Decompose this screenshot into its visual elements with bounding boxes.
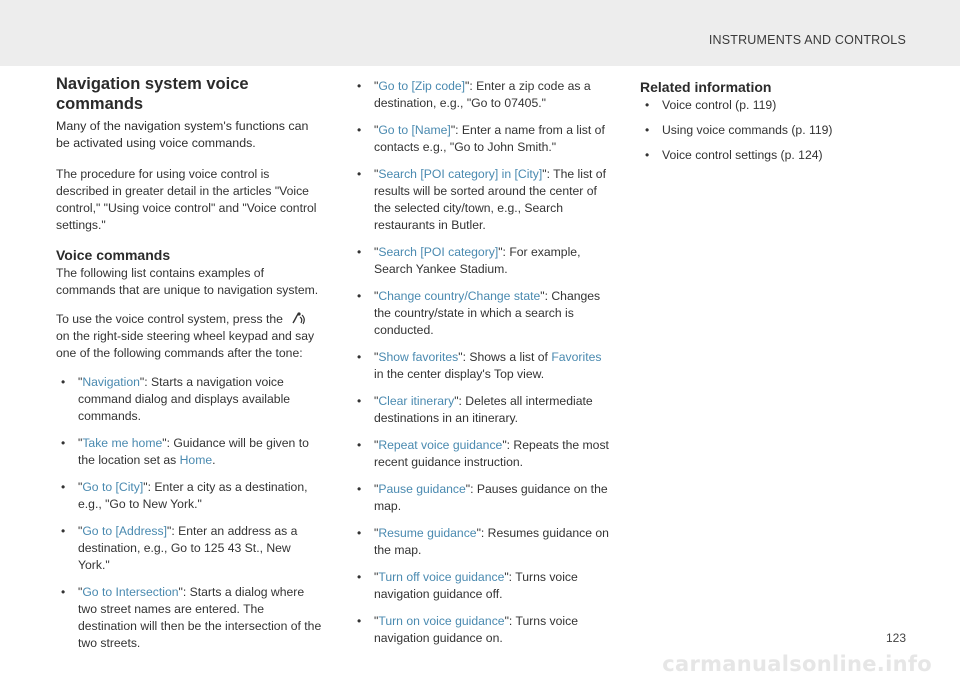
column-2 — [352, 78, 614, 657]
command-quote: " — [374, 79, 379, 93]
command-name-secondary: Favorites — [551, 350, 602, 364]
command-description: ": Changes the country/state in which a search is conducted. — [374, 289, 601, 337]
command-description: ": Pauses guidance on the map. — [374, 482, 608, 513]
command-name: Search [POI category] — [378, 167, 499, 181]
related-item-text: Voice control settings (p. 124) — [662, 148, 823, 162]
section-title: INSTRUMENTS AND CONTROLS — [708, 33, 906, 47]
procedure-text: The procedure for using voice control is described in greater detail in the articles "Voice control," "Using voice control" and "Voice control settings." — [56, 167, 317, 232]
related-item — [640, 122, 910, 139]
command-quote: " — [374, 526, 379, 540]
command-quote: " — [374, 167, 379, 181]
instruction-after-icon: on the right-side steering wheel keypad and say one of the following commands after the tone: — [56, 329, 315, 360]
command-quote: " — [374, 614, 379, 628]
command-quote: " — [78, 480, 83, 494]
command-name-secondary: Home — [179, 453, 213, 467]
command-name: Search [POI category] — [378, 245, 499, 259]
command-description: ": Guidance will be given to the location set as — [78, 436, 309, 467]
command-name: Go to Intersection — [82, 585, 179, 599]
command-description: ": Deletes all intermediate destinations in an itinerary. — [374, 394, 593, 425]
command-description: ": Enter a city as a destination, e.g., "Go to New York." — [78, 480, 308, 511]
command-name: Show favorites — [378, 350, 459, 364]
related-item — [640, 147, 910, 164]
watermark: carmanualsonline.info — [662, 652, 932, 676]
related-item-text: Using voice commands (p. 119) — [662, 123, 833, 137]
command-description: ": Shows a list of — [458, 350, 552, 364]
command-name: Repeat voice guidance — [378, 438, 503, 452]
command-item — [56, 584, 322, 652]
bullet: • — [357, 123, 362, 137]
command-description: ": Turns voice navigation guidance off. — [374, 570, 578, 601]
command-item — [352, 393, 614, 427]
command-name: Navigation — [82, 375, 140, 389]
command-connector: in — [498, 167, 515, 181]
bullet: • — [357, 350, 362, 364]
related-list — [640, 97, 910, 164]
command-quote: " — [374, 289, 379, 303]
command-description: ": Turns voice navigation guidance on. — [374, 614, 578, 645]
page-number: 123 — [885, 631, 906, 645]
commands-list-part-1 — [56, 374, 322, 652]
instruction-before-icon: To use the voice control system, press the — [56, 312, 283, 326]
command-name: Change country/Change state — [378, 289, 541, 303]
command-name-secondary: [City] — [514, 167, 543, 181]
command-quote: " — [374, 350, 379, 364]
command-item — [352, 78, 614, 112]
command-description: ": Repeats the most recent guidance instruction. — [374, 438, 609, 469]
command-name: Turn off voice guidance — [378, 570, 505, 584]
bullet: • — [645, 98, 650, 112]
bullet: • — [61, 585, 66, 599]
command-item — [352, 525, 614, 559]
command-item — [56, 374, 322, 425]
command-description: ": For example, Search Yankee Stadium. — [374, 245, 581, 276]
command-quote: " — [374, 482, 379, 496]
command-name: Turn on voice guidance — [378, 614, 505, 628]
bullet: • — [357, 482, 362, 496]
command-description-tail: in the center display's Top view. — [374, 367, 545, 381]
bullet: • — [645, 123, 650, 137]
command-item — [352, 437, 614, 471]
related-heading: Related information — [640, 79, 772, 95]
related-item-text: Voice control (p. 119) — [662, 98, 777, 112]
command-quote: " — [78, 436, 83, 450]
bullet: • — [357, 394, 362, 408]
column-1 — [56, 74, 322, 662]
command-item — [56, 523, 322, 574]
command-description: ": Enter a name from a list of contacts e.g., "Go to John Smith." — [374, 123, 605, 154]
command-quote: " — [374, 438, 379, 452]
bullet: • — [357, 438, 362, 452]
command-name: Go to [Address] — [82, 524, 168, 538]
command-name: Clear itinerary — [378, 394, 455, 408]
commands-lead: The following list contains examples of commands that are unique to navigation system. — [56, 266, 319, 297]
bullet: • — [357, 167, 362, 181]
command-quote: " — [374, 394, 379, 408]
command-description: ": Starts a navigation voice command dialog and displays available commands. — [78, 375, 291, 423]
voice-commands-heading: Voice commands — [56, 247, 171, 263]
command-description: ": Enter a zip code as a destination, e.g., "Go to 07405." — [374, 79, 591, 110]
command-item — [352, 613, 614, 647]
command-description: ": Resumes guidance on the map. — [374, 526, 609, 557]
column-3 — [640, 78, 910, 172]
command-item — [56, 435, 322, 469]
command-quote: " — [374, 570, 379, 584]
command-name: Go to [Name] — [378, 123, 451, 137]
related-item — [640, 97, 910, 114]
intro-text: Many of the navigation system's functions can be activated using voice commands. — [56, 119, 309, 150]
bullet: • — [357, 79, 362, 93]
command-item — [352, 244, 614, 278]
command-quote: " — [78, 375, 83, 389]
command-quote: " — [78, 524, 83, 538]
command-item — [352, 349, 614, 383]
command-name: Resume guidance — [378, 526, 477, 540]
voice-control-button-icon — [290, 311, 306, 325]
command-item — [352, 481, 614, 515]
bullet: • — [61, 524, 66, 538]
command-item — [352, 569, 614, 603]
command-item — [352, 166, 614, 234]
command-description: ": Enter an address as a destination, e.g., Go to 125 43 St., New York." — [78, 524, 298, 572]
command-name: Go to [City] — [82, 480, 144, 494]
command-name: Take me home — [82, 436, 163, 450]
page-title: Navigation system voice commands — [56, 75, 249, 113]
bullet: • — [357, 526, 362, 540]
bullet: • — [61, 436, 66, 450]
bullet: • — [645, 148, 650, 162]
command-quote: " — [78, 585, 83, 599]
bullet: • — [61, 480, 66, 494]
command-item — [352, 288, 614, 339]
bullet: • — [357, 614, 362, 628]
command-name: Pause guidance — [378, 482, 466, 496]
bullet: • — [357, 570, 362, 584]
command-item — [56, 479, 322, 513]
command-description-tail: . — [212, 453, 216, 467]
commands-list-part-2 — [352, 78, 614, 647]
command-name: Go to [Zip code] — [378, 79, 466, 93]
command-quote: " — [374, 123, 379, 137]
bullet: • — [357, 289, 362, 303]
bullet: • — [357, 245, 362, 259]
bullet: • — [61, 375, 66, 389]
command-quote: " — [374, 245, 379, 259]
command-description-tail: ": The list of results will be sorted around the center of the selected city/town, e.g., Search restaurants in Butler. — [374, 167, 606, 232]
instruction-text — [56, 311, 322, 362]
command-item — [352, 122, 614, 156]
command-description: ": Starts a dialog where two street names are entered. The destination will then be the intersection of the two streets. — [78, 585, 322, 650]
